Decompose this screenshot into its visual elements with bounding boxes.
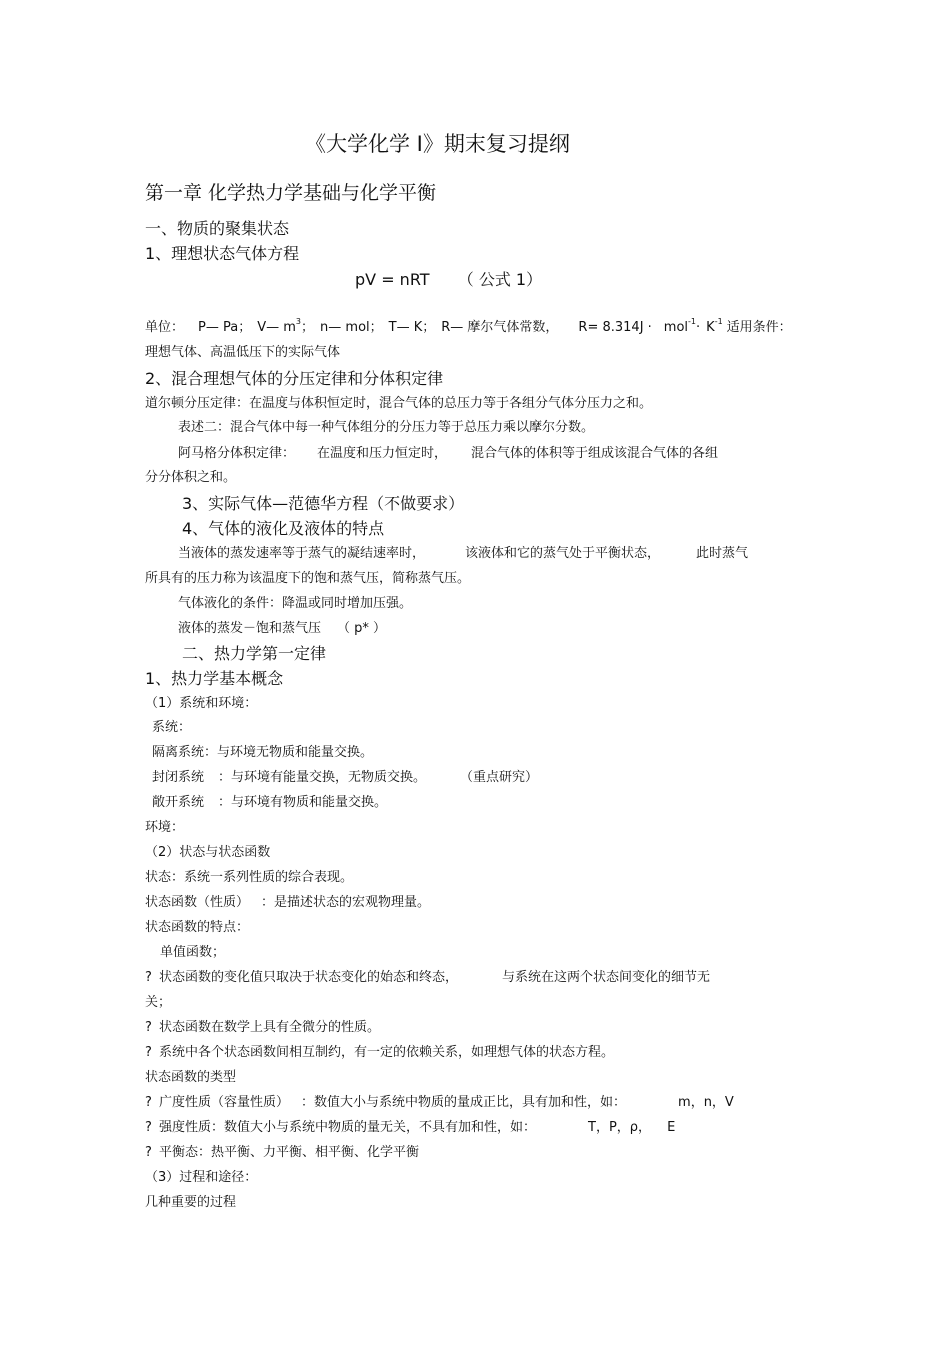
- text-span: 封闭系统: [152, 770, 205, 785]
- text-span: 该液体和它的蒸气处于平衡状态，: [465, 546, 661, 561]
- r-unit-mol-exponent: -1: [688, 317, 697, 326]
- text-span: ：是描述状态的宏观物理量。: [261, 895, 431, 910]
- extensive-examples: m，n，V: [678, 1095, 734, 1110]
- paragraph: （1）系统和环境：: [145, 696, 258, 711]
- r-unit-k-exponent: -1: [714, 317, 723, 326]
- subsection-heading: 3、实际气体—范德华方程（不做要求）: [182, 494, 465, 513]
- bullet-item: [145, 1094, 734, 1112]
- text-span: （重点研究）: [460, 770, 539, 785]
- paragraph: 道尔顿分压定律：在温度与体积恒定时，混合气体的总压力等于各组分气体分压力之和。: [145, 396, 653, 411]
- text-span: 液体的蒸发－饱和蒸气压: [178, 621, 322, 636]
- text-span: 状态函数在数学上具有全微分的性质。: [159, 1020, 381, 1035]
- chapter-heading: 第一章 化学热力学基础与化学平衡: [145, 182, 437, 204]
- unit-v-exponent: 3: [295, 317, 302, 326]
- formula: [355, 270, 542, 290]
- section-heading: 二、热力学第一定律: [182, 644, 327, 663]
- paragraph: [152, 794, 387, 812]
- units-line-2: 理想气体、高温低压下的实际气体: [145, 345, 341, 360]
- bullet-marker: ?: [145, 970, 152, 985]
- paragraph: （3）过程和途径：: [145, 1170, 258, 1185]
- text-span: 状态函数的变化值只取决于状态变化的始态和终态，: [159, 970, 459, 985]
- paragraph: [178, 445, 718, 463]
- text-span: ：与环境有能量交换，无物质交换。: [218, 770, 427, 785]
- unit-t: T— K；: [388, 320, 436, 335]
- bullet-marker: ?: [145, 1045, 152, 1060]
- unit-r: R— 摩尔气体常数，: [441, 320, 559, 335]
- paragraph: 分分体积之和。: [145, 470, 237, 485]
- subsection-heading: 1、热力学基本概念: [145, 669, 284, 688]
- paragraph: 环境：: [145, 820, 185, 835]
- text-span: 当液体的蒸发速率等于蒸气的凝结速率时，: [178, 546, 426, 561]
- bullet-item: [145, 969, 710, 987]
- r-value: R= 8.314J ·: [578, 320, 652, 335]
- text-span: 状态函数（性质）: [145, 895, 250, 910]
- paragraph: [178, 545, 748, 563]
- text-span: 强度性质：数值大小与系统中物质的量无关，不具有加和性，如：: [159, 1120, 537, 1135]
- formula-expression: pV = nRT: [355, 270, 430, 289]
- subsection-heading: 2、混合理想气体的分压定律和分体积定律: [145, 369, 444, 388]
- bullet-marker: ?: [145, 1120, 152, 1135]
- r-unit-k: K: [706, 320, 715, 335]
- paragraph: 系统：: [152, 720, 192, 735]
- text-span: ：数值大小与系统中物质的量成正比，具有加和性，如：: [301, 1095, 627, 1110]
- paragraph: 单值函数；: [160, 945, 226, 960]
- text-span: 敞开系统: [152, 795, 205, 810]
- paragraph: [178, 620, 386, 638]
- subsection-heading: 1、理想状态气体方程: [145, 244, 300, 263]
- unit-n: n— mol；: [320, 320, 383, 335]
- paragraph: 隔离系统：与环境无物质和能量交换。: [152, 745, 374, 760]
- subsection-heading: 4、气体的液化及液体的特点: [182, 519, 385, 538]
- section-heading: 一、物质的聚集状态: [145, 219, 290, 238]
- amagat-statement: 混合气体的体积等于组成该混合气体的各组: [471, 446, 719, 461]
- bullet-item: [145, 1019, 380, 1037]
- vapor-pressure-symbol: （ p* ）: [337, 621, 387, 636]
- paragraph: 状态函数的特点：: [145, 920, 250, 935]
- paragraph: 状态函数的类型: [145, 1070, 237, 1085]
- paragraph: 几种重要的过程: [145, 1195, 237, 1210]
- r-unit-mol: mol: [663, 320, 689, 335]
- paragraph: 表述二：混合气体中每一种气体组分的分压力等于总压力乘以摩尔分数。: [178, 420, 595, 435]
- paragraph: 气体液化的条件：降温或同时增加压强。: [178, 596, 413, 611]
- bullet-item: [145, 1144, 419, 1162]
- text-span: 此时蒸气: [696, 546, 749, 561]
- paragraph: [145, 894, 430, 912]
- paragraph: （2）状态与状态函数: [145, 845, 271, 860]
- unit-p: P— Pa；: [198, 320, 252, 335]
- unit-v: V— m: [257, 320, 296, 335]
- document-title: 《大学化学 Ⅰ》期末复习提纲: [305, 132, 570, 156]
- bullet-marker: ?: [145, 1095, 152, 1110]
- unit-separator: ；: [301, 320, 315, 335]
- applicability-label: 适用条件：: [726, 320, 792, 335]
- amagat-condition: 在温度和压力恒定时，: [317, 446, 448, 461]
- bullet-item: [145, 1044, 614, 1062]
- text-span: 平衡态：热平衡、力平衡、相平衡、化学平衡: [159, 1145, 420, 1160]
- formula-tag: （ 公式 1）: [457, 270, 543, 289]
- units-line: [145, 319, 792, 337]
- units-label: 单位：: [145, 320, 185, 335]
- paragraph: [152, 769, 538, 787]
- text-span: 广度性质（容量性质）: [159, 1095, 290, 1110]
- paragraph: 状态：系统一系列性质的综合表现。: [145, 870, 354, 885]
- bullet-marker: ?: [145, 1020, 152, 1035]
- intensive-examples: T，P，ρ，: [588, 1120, 652, 1135]
- amagat-label: 阿马格分体积定律：: [178, 446, 296, 461]
- paragraph: 所具有的压力称为该温度下的饱和蒸气压，简称蒸气压。: [145, 571, 471, 586]
- bullet-item: [145, 1119, 675, 1137]
- r-unit-dot: ·: [696, 320, 701, 335]
- text-span: ：与环境有物质和能量交换。: [218, 795, 388, 810]
- intensive-example-e: E: [667, 1120, 676, 1135]
- bullet-marker: ?: [145, 1145, 152, 1160]
- text-span: 系统中各个状态函数间相互制约，有一定的依赖关系，如理想气体的状态方程。: [159, 1045, 615, 1060]
- text-span: 与系统在这两个状态间变化的细节无: [502, 970, 711, 985]
- paragraph: 关；: [145, 995, 172, 1010]
